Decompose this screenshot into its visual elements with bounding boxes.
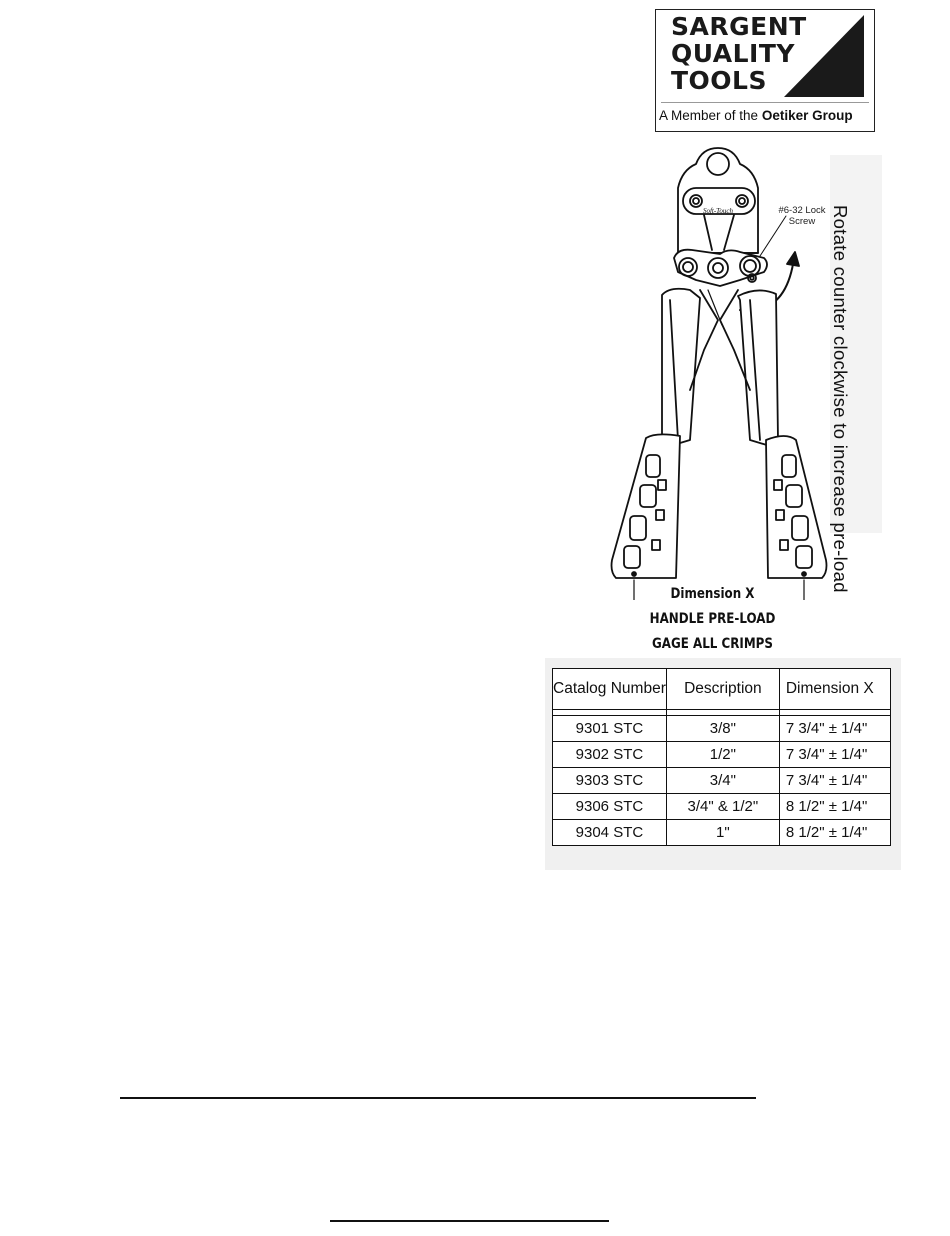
description-cell: 3/4" <box>666 768 779 794</box>
footer-line <box>330 1220 609 1222</box>
member-prefix: A Member of the <box>659 108 762 123</box>
header-description: Description <box>666 669 779 710</box>
catalog-cell: 9303 STC <box>553 768 667 794</box>
dimension-cell: 8 1/2" ± 1/4" <box>779 820 890 846</box>
logo-triangle-icon <box>784 15 864 97</box>
description-cell: 3/8" <box>666 716 779 742</box>
catalog-cell: 9304 STC <box>553 820 667 846</box>
table-row <box>553 716 891 742</box>
signature-line <box>120 1097 756 1099</box>
catalog-cell: 9306 STC <box>553 794 667 820</box>
logo-word-tools: TOOLS <box>671 66 767 95</box>
table-row <box>553 794 891 820</box>
description-cell: 3/4" & 1/2" <box>666 794 779 820</box>
table-header-row <box>553 669 891 710</box>
sargent-logo <box>655 9 875 132</box>
table-row <box>553 768 891 794</box>
table-row <box>553 820 891 846</box>
rotate-instruction: Rotate counter clockwise to increase pre-load <box>830 205 851 593</box>
logo-word-quality: QUALITY <box>671 39 796 68</box>
description-cell: 1" <box>666 820 779 846</box>
table-row <box>553 742 891 768</box>
dimension-x-label: Dimension X <box>670 586 755 602</box>
logo-divider <box>661 102 869 103</box>
catalog-cell: 9301 STC <box>553 716 667 742</box>
dimension-cell: 7 3/4" ± 1/4" <box>779 768 890 794</box>
dimension-cell: 7 3/4" ± 1/4" <box>779 742 890 768</box>
dimension-cell: 8 1/2" ± 1/4" <box>779 794 890 820</box>
header-catalog-number: Catalog Number <box>553 669 667 710</box>
catalog-cell: 9302 STC <box>553 742 667 768</box>
header-dimension-x: Dimension X <box>779 669 890 710</box>
spec-table <box>552 668 891 846</box>
gage-all-crimps-label: GAGE ALL CRIMPS <box>652 636 773 652</box>
lock-screw-line1: #6-32 Lock <box>778 205 826 216</box>
description-cell: 1/2" <box>666 742 779 768</box>
logo-member-line <box>659 108 872 123</box>
brand-mark: Soft-Touch <box>702 207 734 215</box>
member-group: Oetiker Group <box>761 108 853 123</box>
lock-screw-label <box>776 205 828 227</box>
logo-word-sargent: SARGENT <box>671 12 807 41</box>
lock-screw-line2: Screw <box>788 216 816 227</box>
dimension-cell: 7 3/4" ± 1/4" <box>779 716 890 742</box>
handle-preload-label: HANDLE PRE-LOAD <box>649 611 776 627</box>
